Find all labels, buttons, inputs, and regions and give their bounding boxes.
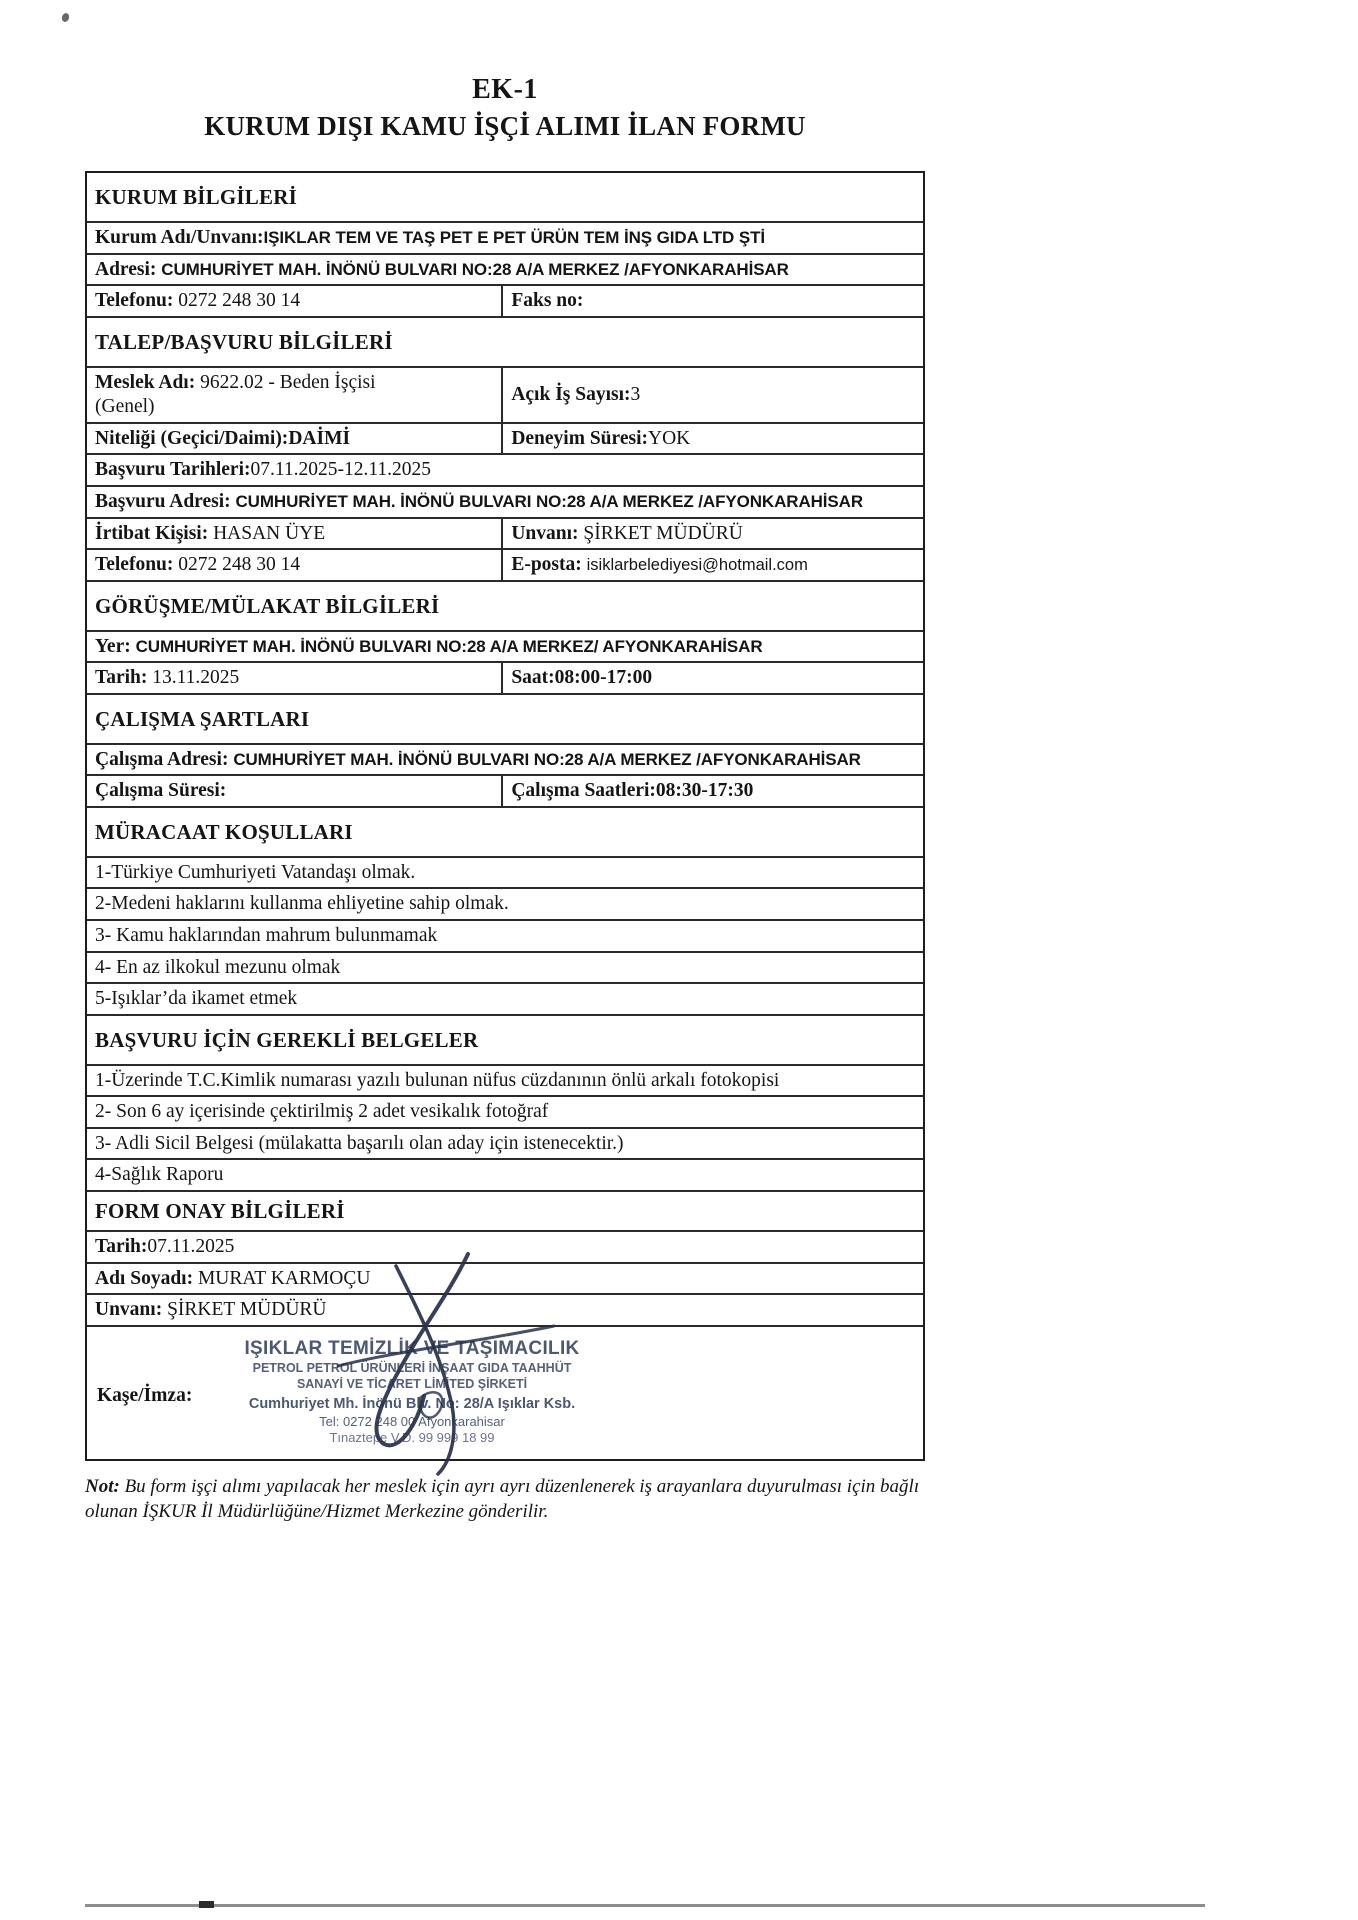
belge-item-2: 2- Son 6 ay içerisinde çektirilmiş 2 adet vesikalık fotoğraf	[87, 1095, 923, 1127]
scan-edge-tick-artifact	[199, 1901, 214, 1908]
row-adi-soyadi	[87, 1262, 923, 1294]
document-page	[85, 74, 925, 1524]
row-sure-saatler	[87, 774, 923, 806]
eposta-label: E-posta:	[511, 554, 587, 576]
onay-tarih-value: 07.11.2025	[147, 1235, 235, 1257]
section-form-onay: FORM ONAY BİLGİLERİ	[87, 1190, 923, 1230]
stamp-company-name: IŞIKLAR TEMİZLİK VE TAŞIMACILIK	[244, 1337, 580, 1359]
unvan-label: Unvanı:	[511, 522, 584, 544]
cell-faks	[503, 286, 923, 316]
onay-unvan-value: ŞİRKET MÜDÜRÜ	[167, 1299, 327, 1321]
telefon-value: 0272 248 30 14	[178, 290, 301, 312]
section-kurum-bilgileri: KURUM BİLGİLERİ	[95, 185, 297, 209]
irtibat-value: HASAN ÜYE	[213, 522, 326, 544]
adi-soyadi-label: Adı Soyadı:	[95, 1267, 198, 1289]
unvan-value: ŞİRKET MÜDÜRÜ	[583, 522, 743, 544]
page-title: KURUM DIŞI KAMU İŞÇİ ALIMI İLAN FORMU	[204, 111, 806, 141]
cell-eposta	[503, 550, 923, 580]
adresi-label: Adresi:	[95, 258, 162, 280]
meslek-value: 9622.02 - Beden İşçisi (Genel)	[95, 371, 376, 418]
row-basvuru-tarihleri	[87, 453, 923, 485]
muracaat-item-1: 1-Türkiye Cumhuriyeti Vatandaşı olmak.	[87, 856, 923, 888]
tarih-value: 13.11.2025	[152, 667, 240, 689]
row-basvuru-adresi	[87, 485, 923, 517]
row-onay-tarih	[87, 1230, 923, 1262]
cell-deneyim	[503, 424, 923, 454]
row-onay-unvan	[87, 1293, 923, 1325]
belge-item-1: 1-Üzerinde T.C.Kimlik numarası yazılı bulunan nüfus cüzdanının önlü arkalı fotokopisi	[87, 1064, 923, 1096]
document-header	[85, 74, 925, 142]
tarih-label: Tarih:	[95, 667, 153, 689]
telefon-label: Telefonu:	[95, 290, 179, 312]
saat-value: 08:00-17:00	[554, 667, 653, 689]
section-talep-basvuru: TALEP/BAŞVURU BİLGİLERİ	[87, 316, 923, 366]
kurum-adi-label: Kurum Adı/Unvanı:	[95, 227, 264, 248]
kurum-adi-value: IŞIKLAR TEM VE TAŞ PET E PET ÜRÜN TEM İNŞ GIDA LTD ŞTİ	[263, 228, 765, 247]
stamp-phone: Tel: 0272 248 00 Afyonkarahisar	[319, 1413, 505, 1429]
section-gorusme-mulakat: GÖRÜŞME/MÜLAKAT BİLGİLERİ	[87, 580, 923, 630]
calisma-adresi-value: CUMHURİYET MAH. İNÖNÜ BULVARI NO:28 A/A MERKEZ /AFYONKARAHİSAR	[233, 749, 861, 769]
cell-nitelik	[87, 424, 503, 454]
form-table	[85, 171, 925, 1461]
cell-acik-is	[503, 368, 923, 422]
section-gerekli-belgeler: BAŞVURU İÇİN GEREKLİ BELGELER	[87, 1014, 923, 1064]
row-nitelik-deneyim	[87, 422, 923, 454]
nitelik-label: Niteliği (Geçici/Daimi):	[95, 427, 289, 449]
row-telefon-faks	[87, 284, 923, 316]
stamp-address: Cumhuriyet Mh. İnönü Blv. No: 28/A Işıklar Ksb.	[248, 1395, 576, 1412]
footer-note	[85, 1474, 945, 1524]
basvuru-tarihleri-value: 07.11.2025-12.11.2025	[250, 459, 432, 481]
row-calisma-adresi	[87, 743, 923, 775]
acik-is-value: 3	[630, 383, 641, 405]
muracaat-item-4: 4- En az ilkokul mezunu olmak	[87, 951, 923, 983]
basvuru-tarihleri-label: Başvuru Tarihleri:	[95, 459, 251, 481]
calisma-saatleri-label: Çalışma Saatleri:	[511, 780, 656, 802]
muracaat-item-5: 5-Işıklar’da ikamet etmek	[87, 982, 923, 1014]
belge-item-3: 3- Adli Sicil Belgesi (mülakatta başarılı olan aday için istenecektir.)	[87, 1127, 923, 1159]
adresi-value: CUMHURİYET MAH. İNÖNÜ BULVARI NO:28 A/A MERKEZ /AFYONKARAHİSAR	[161, 259, 789, 279]
row-irtibat-unvan	[87, 517, 923, 549]
stamp-line-2: PETROL PETROL ÜRÜNLERİ İNŞAAT GIDA TAAHHÜT	[252, 1361, 572, 1376]
ek-label: EK-1	[472, 74, 538, 105]
footer-note-text: Bu form işçi alımı yapılacak her meslek için ayrı ayrı düzenlenerek iş arayanlara duyurulması için bağlı olunan İŞKUR İl Müdürlüğüne/Hizmet Merkezine gönderilir.	[85, 1475, 920, 1522]
calisma-adresi-label: Çalışma Adresi:	[95, 748, 234, 770]
row-adresi	[87, 253, 923, 285]
basvuru-adresi-label: Başvuru Adresi:	[95, 490, 236, 512]
cell-meslek	[87, 368, 503, 422]
row-tarih-saat	[87, 661, 923, 693]
scan-speck-artifact	[61, 12, 70, 23]
adi-soyadi-value: MURAT KARMOÇU	[197, 1267, 371, 1289]
company-stamp	[237, 1337, 587, 1447]
row-meslek-acikis	[87, 366, 923, 422]
footer-note-label: Not:	[85, 1475, 125, 1497]
saat-label: Saat:	[511, 667, 555, 689]
cell-telefon-2	[87, 550, 503, 580]
cell-calisma-saatleri	[503, 776, 923, 806]
calisma-saatleri-value: 08:30-17:30	[655, 780, 754, 802]
deneyim-value: YOK	[647, 427, 691, 449]
row-kurum-adi	[87, 221, 923, 253]
calisma-suresi-label: Çalışma Süresi:	[95, 780, 227, 802]
row-telefon-eposta	[87, 548, 923, 580]
deneyim-label: Deneyim Süresi:	[511, 427, 648, 449]
cell-tarih	[87, 663, 503, 693]
muracaat-item-2: 2-Medeni haklarını kullanma ehliyetine sahip olmak.	[87, 887, 923, 919]
muracaat-item-3: 3- Kamu haklarından mahrum bulunmamak	[87, 919, 923, 951]
stamp-tax-line: Tınaztepe V.D. 99 999 18 99	[329, 1430, 495, 1445]
basvuru-adresi-value: CUMHURİYET MAH. İNÖNÜ BULVARI NO:28 A/A MERKEZ /AFYONKARAHİSAR	[235, 491, 864, 511]
acik-is-label: Açık İş Sayısı:	[511, 383, 631, 405]
cell-irtibat	[87, 519, 503, 549]
cell-calisma-suresi	[87, 776, 503, 806]
section-calisma-sartlari: ÇALIŞMA ŞARTLARI	[87, 693, 923, 743]
telefon-2-label: Telefonu:	[95, 554, 179, 576]
cell-saat	[503, 663, 923, 693]
section-muracaat-kosullari: MÜRACAAT KOŞULLARI	[87, 806, 923, 856]
kase-imza-label: Kaşe/İmza:	[97, 1384, 193, 1406]
belge-item-4: 4-Sağlık Raporu	[87, 1158, 923, 1190]
telefon-2-value: 0272 248 30 14	[178, 554, 301, 576]
cell-unvan	[503, 519, 923, 549]
faks-label: Faks no:	[511, 290, 584, 312]
onay-tarih-label: Tarih:	[95, 1235, 148, 1257]
yer-label: Yer:	[95, 635, 136, 657]
row-kase-imza	[87, 1325, 923, 1459]
nitelik-value: DAİMİ	[288, 427, 351, 449]
row-yer	[87, 630, 923, 662]
yer-value: CUMHURİYET MAH. İNÖNÜ BULVARI NO:28 A/A MERKEZ/ AFYONKARAHİSAR	[135, 636, 763, 656]
irtibat-label: İrtibat Kişisi:	[95, 522, 214, 544]
scan-edge-artifact	[85, 1904, 1205, 1907]
stamp-line-3: SANAYİ VE TİCARET LİMİTED ŞİRKETİ	[296, 1377, 528, 1391]
onay-unvan-label: Unvanı:	[95, 1299, 168, 1321]
eposta-value: isiklarbelediyesi@hotmail.com	[586, 556, 808, 575]
meslek-label: Meslek Adı:	[95, 371, 201, 393]
cell-telefon	[87, 286, 503, 316]
